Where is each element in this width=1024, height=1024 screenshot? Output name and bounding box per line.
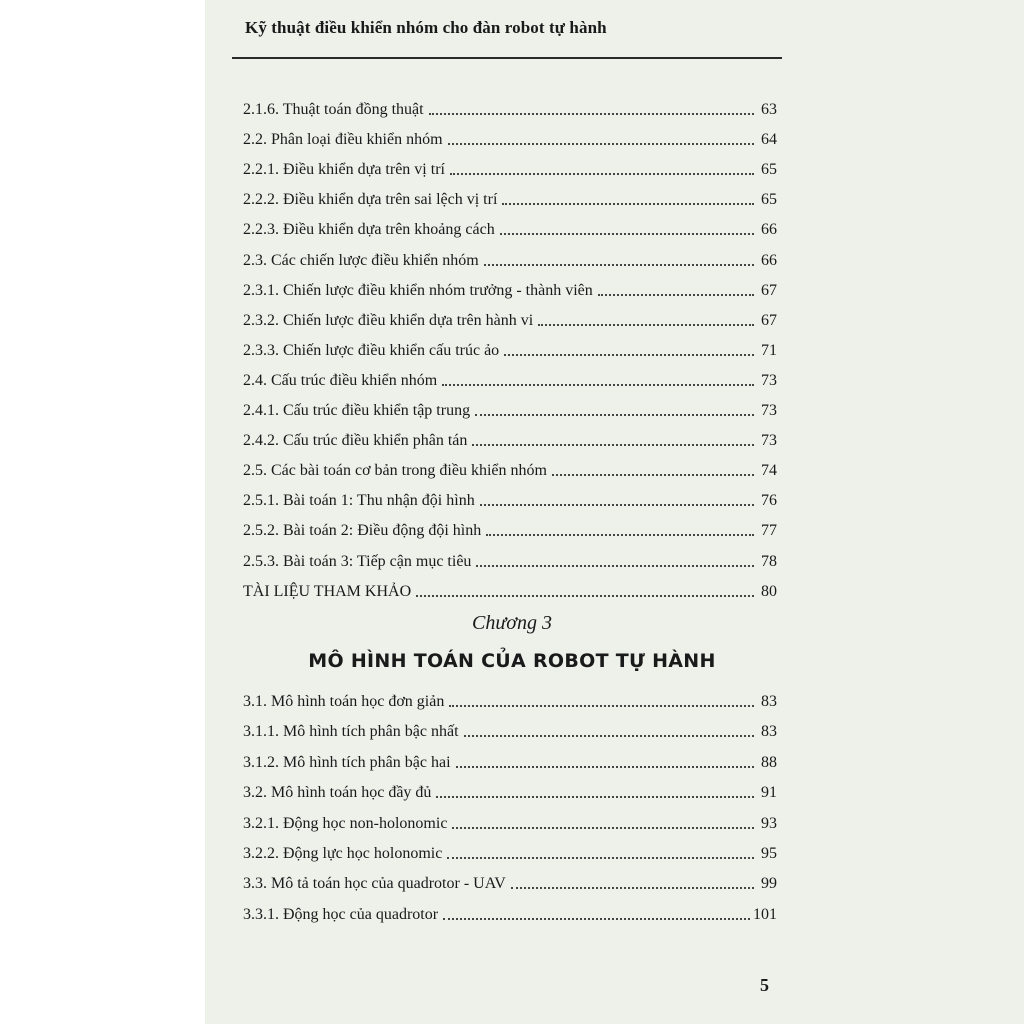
dot-leader xyxy=(538,324,754,326)
toc-entry xyxy=(243,457,777,479)
toc-entry-title: 2.3.1. Chiến lược điều khiển nhóm trưởng - thành viên xyxy=(243,281,593,299)
dot-leader xyxy=(480,504,754,506)
toc-entry-title: 2.2.2. Điều khiển dựa trên sai lệch vị trí xyxy=(243,191,498,209)
toc-entry-page: 91 xyxy=(761,784,777,802)
toc-entry-page: 63 xyxy=(761,101,777,118)
toc-entry-page: 83 xyxy=(761,723,777,741)
toc-entry-page: 65 xyxy=(761,191,777,209)
toc-entry-page: 73 xyxy=(761,432,777,450)
toc-entry xyxy=(243,156,777,178)
dot-leader xyxy=(500,233,754,235)
toc-entry-title: 3.1.2. Mô hình tích phân bậc hai xyxy=(243,753,451,771)
toc-entry-page: 83 xyxy=(761,693,777,710)
toc-entry-title: 3.2. Mô hình toán học đầy đủ xyxy=(243,784,432,802)
toc-entry xyxy=(243,870,777,892)
dot-leader xyxy=(429,113,754,115)
toc-entry xyxy=(243,901,777,923)
toc-entry-page: 80 xyxy=(761,582,777,600)
toc-entry xyxy=(243,749,777,771)
dot-leader xyxy=(484,264,754,266)
toc-entry-title: 3.3. Mô tả toán học của quadrotor - UAV xyxy=(243,875,506,893)
toc-entry-page: 67 xyxy=(761,311,777,329)
toc-entry xyxy=(243,397,777,419)
toc-entry xyxy=(243,337,777,359)
toc-entry-title: 2.3.3. Chiến lược điều khiển cấu trúc ảo xyxy=(243,341,500,359)
toc-entry-title: 2.5. Các bài toán cơ bản trong điều khiển nhóm xyxy=(243,462,547,480)
dot-leader xyxy=(486,534,754,536)
toc-entry xyxy=(243,779,777,801)
dot-leader xyxy=(443,918,750,920)
toc-entry xyxy=(243,517,777,539)
dot-leader xyxy=(598,294,754,296)
dot-leader xyxy=(452,827,754,829)
toc-entry-title: 2.4.1. Cấu trúc điều khiển tập trung xyxy=(243,402,471,419)
toc-entry xyxy=(243,487,777,509)
toc-entry-page: 93 xyxy=(761,814,777,832)
toc-entry-title: 2.3.2. Chiến lược điều khiển dựa trên hành vi xyxy=(243,311,534,329)
toc-entry-title: 3.2.2. Động lực học holonomic xyxy=(243,845,443,862)
toc-entry xyxy=(243,840,777,862)
toc-entry-page: 99 xyxy=(761,875,777,893)
dot-leader xyxy=(464,735,754,737)
toc-entry xyxy=(243,810,777,832)
toc-entry xyxy=(243,186,777,208)
toc-entry-page: 64 xyxy=(761,131,777,149)
toc-entry xyxy=(243,216,777,238)
toc-entry-title: 2.3. Các chiến lược điều khiển nhóm xyxy=(243,251,479,269)
dot-leader xyxy=(472,444,754,446)
toc-entry xyxy=(243,427,777,449)
dot-leader xyxy=(504,354,754,356)
toc-entry xyxy=(243,247,777,269)
toc-entry-page: 77 xyxy=(761,522,777,540)
dot-leader xyxy=(476,565,754,567)
toc-entry-title: 2.1.6. Thuật toán đồng thuật xyxy=(243,101,424,118)
dot-leader xyxy=(511,887,754,889)
toc-entry-title: 2.2. Phân loại điều khiển nhóm xyxy=(243,131,443,149)
dot-leader xyxy=(475,414,754,416)
toc-entry-page: 71 xyxy=(761,341,777,359)
toc-entry-page: 101 xyxy=(753,905,777,923)
toc-entry-title: 3.1. Mô hình toán học đơn giản xyxy=(243,693,445,710)
toc-entry-title: 2.2.3. Điều khiển dựa trên khoảng cách xyxy=(243,221,495,239)
toc-entry-page: 73 xyxy=(761,402,777,419)
toc-entry xyxy=(243,367,777,389)
toc-entry-title: 2.4. Cấu trúc điều khiển nhóm xyxy=(243,371,438,389)
toc-entry-page: 95 xyxy=(761,845,777,862)
toc-entry-title: 2.5.1. Bài toán 1: Thu nhận đội hình xyxy=(243,492,475,510)
toc-entry xyxy=(243,578,777,600)
toc-entry-page: 73 xyxy=(761,371,777,389)
toc-entry-title: 2.5.3. Bài toán 3: Tiếp cận mục tiêu xyxy=(243,552,472,570)
dot-leader xyxy=(436,796,754,798)
dot-leader xyxy=(502,203,754,205)
toc-entry xyxy=(243,718,777,740)
dot-leader xyxy=(552,474,754,476)
toc-entry-title: 2.4.2. Cấu trúc điều khiển phân tán xyxy=(243,432,468,450)
dot-leader xyxy=(450,173,754,175)
toc-entry xyxy=(243,307,777,329)
toc-entry-page: 78 xyxy=(761,552,777,570)
toc-entry-page: 67 xyxy=(761,281,777,299)
toc-entry-page: 88 xyxy=(761,753,777,771)
dot-leader xyxy=(456,766,754,768)
toc-entry-page: 74 xyxy=(761,462,777,480)
toc-entry-page: 66 xyxy=(761,221,777,239)
toc-entry-title: 3.2.1. Động học non-holonomic xyxy=(243,814,448,832)
dot-leader xyxy=(447,857,754,859)
toc-entry-page: 66 xyxy=(761,251,777,269)
dot-leader xyxy=(449,705,754,707)
toc-entry-title: TÀI LIỆU THAM KHẢO xyxy=(243,582,412,600)
toc-entry xyxy=(243,688,777,710)
chapter-title: MÔ HÌNH TOÁN CỦA ROBOT TỰ HÀNH xyxy=(308,650,716,672)
chapter-label: Chương 3 xyxy=(472,612,552,634)
toc-entry-page: 65 xyxy=(761,161,777,179)
dot-leader xyxy=(448,143,754,145)
toc-entry xyxy=(243,126,777,148)
toc-entry xyxy=(243,96,777,118)
toc-entry-title: 3.1.1. Mô hình tích phân bậc nhất xyxy=(243,723,459,741)
running-head: Kỹ thuật điều khiển nhóm cho đàn robot tự hành xyxy=(245,18,607,37)
toc-entry-title: 2.2.1. Điều khiển dựa trên vị trí xyxy=(243,161,445,179)
toc-entry xyxy=(243,277,777,299)
page-number: 5 xyxy=(760,975,769,995)
dot-leader xyxy=(416,595,754,597)
toc-entry-title: 3.3.1. Động học của quadrotor xyxy=(243,905,439,923)
toc-entry-title: 2.5.2. Bài toán 2: Điều động đội hình xyxy=(243,522,482,540)
toc-entry xyxy=(243,548,777,570)
toc-entry-page: 76 xyxy=(761,492,777,510)
header-rule xyxy=(232,57,782,59)
dot-leader xyxy=(442,384,754,386)
